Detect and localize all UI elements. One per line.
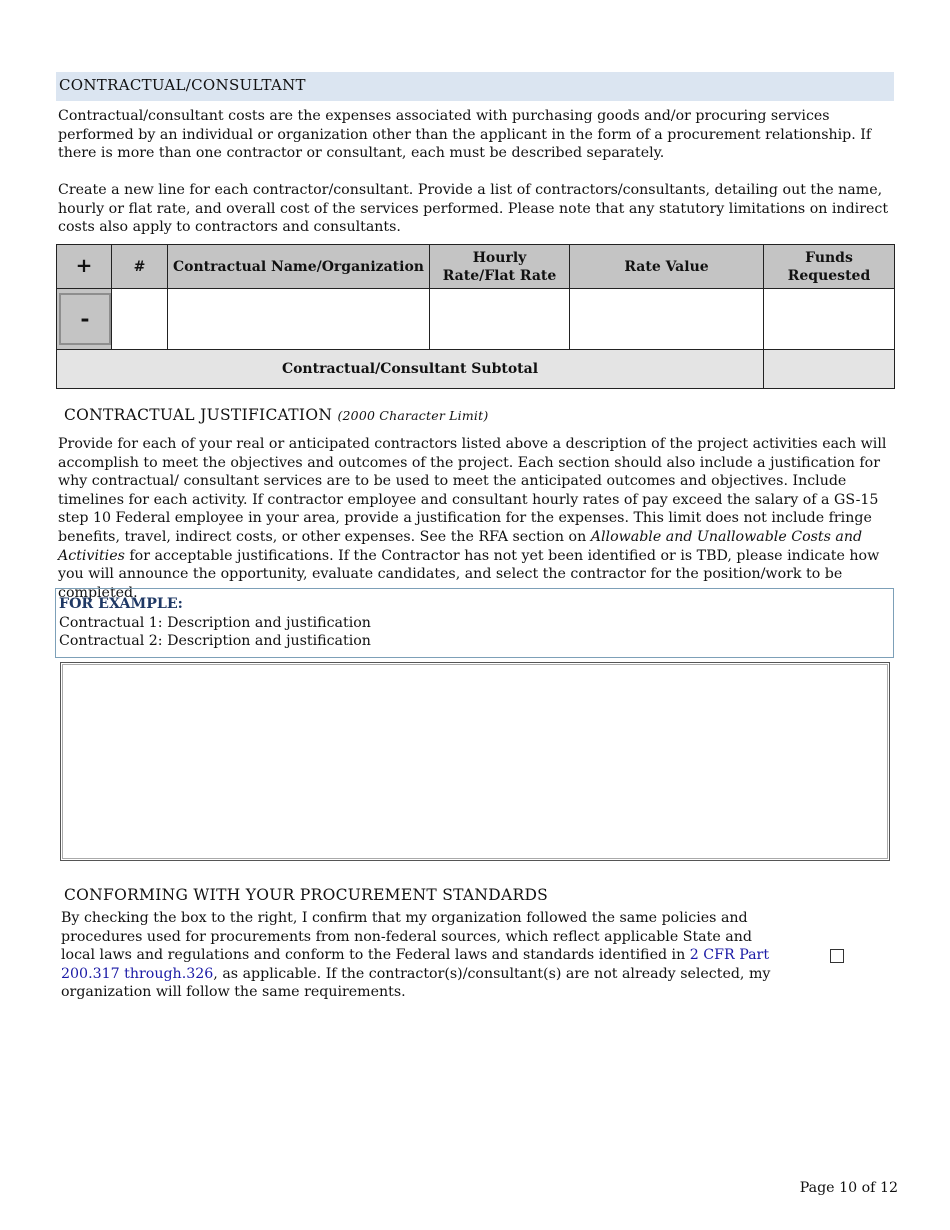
rate-value-input-cell[interactable]: [570, 289, 764, 350]
section-header: CONTRACTUAL/CONSULTANT: [56, 72, 894, 101]
subtotal-label: Contractual/Consultant Subtotal: [57, 350, 764, 389]
column-header-rate-type: Hourly Rate/Flat Rate: [430, 245, 570, 289]
section-intro: Contractual/consultant costs are the expenses associated with purchasing goods and/or procuring services performed by an individual or organization other than the applicant in the form of a procurement relationship. If there is more than one contractor or consultant, each must be described separately.: [58, 108, 872, 162]
justification-instructions: Provide for each of your real or anticipated contractors listed above a description of the project activities each will accomplish to meet the objectives and outcomes of the project. Each section should also include a justification for why contractual/ consultant services are to be used to meet the anticipated outcomes and objectives. Include timelines for each activity. If contractor employee and consultant hourly rates of pay exceed the salary of a GS-15 step 10 Federal employee in your area, provide a justification for the expenses. This limit does not include fringe benefits, travel, indirect costs, or other expenses. See the RFA section on Allowable and Unallowable Costs and Activities for acceptable justifications. If the Contractor has not yet been identified or is TBD, please indicate how you will announce the opportunity, evaluate candidates, and select the contractor for the position/work to be completed.: [58, 436, 887, 601]
add-row-button[interactable]: [57, 245, 112, 289]
page-number: Page 10 of 12: [799, 1180, 898, 1196]
minus-icon: -: [80, 306, 90, 332]
character-limit-note: (2000 Character Limit): [337, 408, 489, 423]
procurement-confirm-checkbox[interactable]: [830, 949, 844, 963]
plus-icon: +: [75, 253, 93, 277]
procurement-statement: By checking the box to the right, I confirm that my organization followed the same policies and procedures used for procurements from non-federal sources, which reflect applicable State and local laws and regulations and conform to the Federal laws and standards identified in 2 CFR Part 200.317 through.326, as applicable. If the contractor(s)/consultant(s) are not already selected, my organization will follow the same requirements.: [61, 910, 771, 1001]
example-line: Contractual 1: Description and justification: [59, 614, 371, 631]
contractual-table: [56, 244, 895, 389]
subtotal-value-cell: [764, 350, 895, 389]
justification-textarea[interactable]: [60, 662, 890, 861]
subtotal-row: [57, 350, 895, 389]
column-header-name: Contractual Name/Organization: [168, 245, 430, 289]
column-header-funds: Funds Requested: [764, 245, 895, 289]
number-cell[interactable]: [112, 289, 168, 350]
example-box: [55, 588, 894, 658]
cfr-link[interactable]: 2 CFR Part 200.317 through.326: [61, 947, 770, 982]
table-row: [57, 289, 895, 350]
table-header-row: [57, 245, 895, 289]
column-header-rate-value: Rate Value: [570, 245, 764, 289]
funds-input-cell[interactable]: [764, 289, 895, 350]
example-line: Contractual 2: Description and justification: [59, 633, 371, 650]
example-title: FOR EXAMPLE:: [59, 596, 183, 612]
rate-type-input-cell[interactable]: [430, 289, 570, 350]
rfa-section-name: Allowable and Unallowable Costs and Activities: [58, 528, 863, 564]
procurement-heading: CONFORMING WITH YOUR PROCUREMENT STANDARDS: [64, 886, 549, 904]
remove-row-button[interactable]: [59, 293, 111, 345]
name-input-cell[interactable]: [168, 289, 430, 350]
justification-heading: [64, 406, 488, 424]
remove-row-cell: [57, 289, 112, 350]
justification-title: CONTRACTUAL JUSTIFICATION: [64, 406, 333, 424]
section-instructions: Create a new line for each contractor/consultant. Provide a list of contractors/consultants, detailing out the name, hourly or flat rate, and overall cost of the services performed. Please note that any statutory limitations on indirect costs also apply to contractors and consultants.: [58, 182, 889, 236]
column-header-number: #: [112, 245, 168, 289]
